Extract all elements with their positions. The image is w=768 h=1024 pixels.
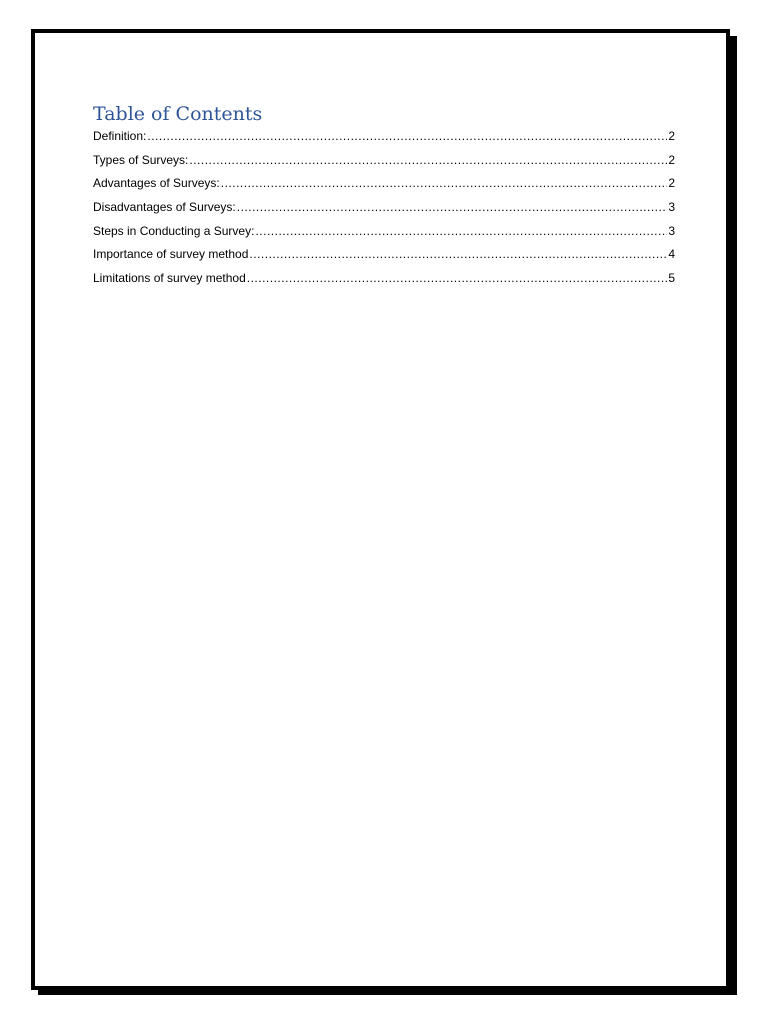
toc-entry[interactable] [93,153,675,177]
toc-dot-leader [221,176,668,190]
toc-entry-page: 2 [668,129,675,143]
toc-entry[interactable] [93,224,675,248]
toc-title: Table of Contents [93,103,263,125]
toc-entry-label: Definition: [93,129,147,143]
toc-entry-page: 2 [668,152,675,167]
toc-dot-leader [189,153,667,167]
toc-list [93,129,675,295]
toc-entry-page: 4 [668,247,675,262]
toc-entry-label: Importance of survey method [93,247,249,262]
toc-dot-leader [237,200,668,214]
toc-entry-label: Types of Surveys: [93,152,189,167]
toc-entry-page: 3 [668,223,675,238]
toc-entry-page: 3 [668,200,675,215]
toc-entry-page: 5 [668,271,675,286]
document-page [31,29,730,990]
toc-entry[interactable] [93,247,675,271]
toc-dot-leader [255,224,667,238]
toc-entry-label: Steps in Conducting a Survey: [93,223,255,238]
toc-entry-label: Limitations of survey method [93,271,246,286]
toc-entry-page: 2 [668,176,675,191]
toc-entry-label: Disadvantages of Surveys: [93,200,236,215]
toc-dot-leader [147,129,667,143]
table-of-contents [93,101,675,295]
toc-entry[interactable] [93,129,675,153]
toc-entry-label: Advantages of Surveys: [93,176,220,191]
toc-entry[interactable] [93,200,675,224]
toc-entry[interactable] [93,176,675,200]
toc-dot-leader [249,247,667,261]
toc-entry[interactable] [93,271,675,295]
toc-dot-leader [247,271,668,285]
